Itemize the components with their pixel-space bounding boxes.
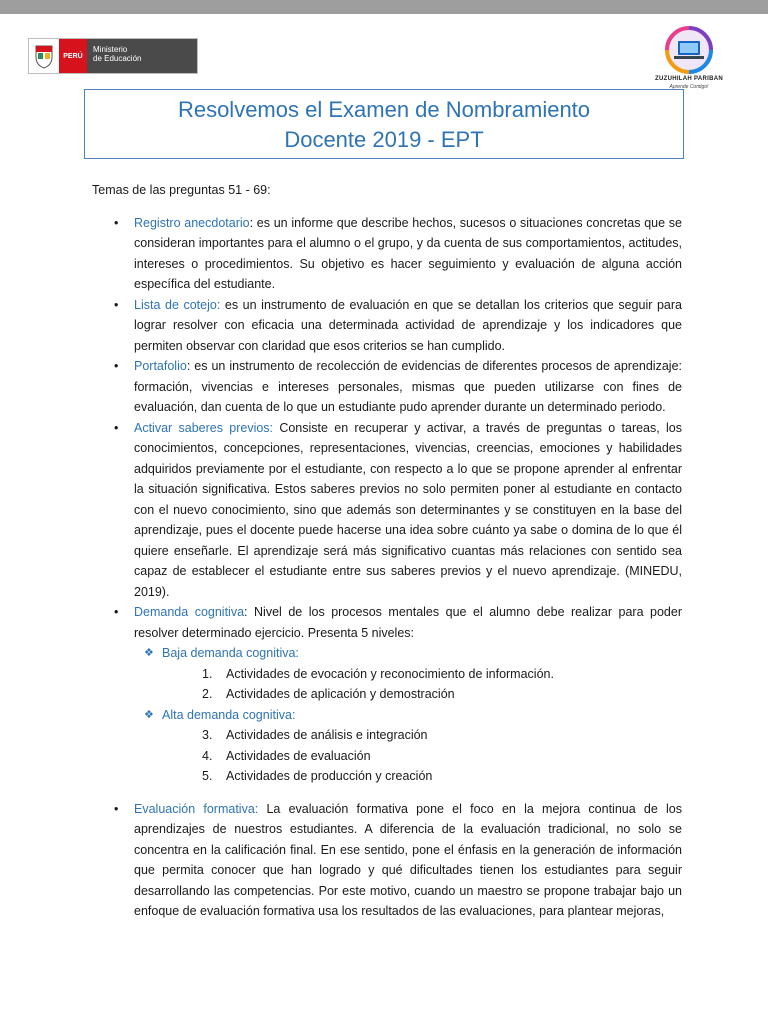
definition: Nivel de los procesos mentales que el alumno debe realizar para poder resolver determinado ejercicio. Presenta 5 niveles: [134,605,682,640]
numbered-item [92,766,682,787]
document-title [84,89,684,159]
term-separator: : [244,605,248,619]
bullet-icon: • [114,801,119,816]
sublist-heading-high [92,705,682,726]
term: Portafolio [134,359,187,373]
ministry-line1: Ministerio [93,45,128,54]
numbered-item [92,746,682,767]
item-number: 5. [202,769,213,783]
numbered-item [92,725,682,746]
ministry-name [87,39,197,73]
list-item [92,602,682,643]
item-text: Actividades de aplicación y demostración [226,687,455,701]
list-item [92,418,682,603]
list-item [92,213,682,295]
ministry-logo [28,38,198,74]
item-number: 2. [202,687,213,701]
low-demand-label: Baja demanda cognitiva: [162,646,299,660]
bullet-icon: • [114,359,119,373]
definition: La evaluación formativa pone el foco en la mejora continua de los aprendizajes de nuestros estudiantes. A diferencia de la evaluación tradicional, no solo se concentra en la calificación final. En ese sentido, pone el énfasis en la generación de información que permita conocer que han logrado y qué dificultades tienen los estudiantes para seguir desarrollando las competencias. Por este motivo, cuando un maestro se propone trabajar bajo un enfoque de evaluación formativa usa los resultados de las evaluaciones, para plantear mejoras, [134,801,682,918]
brand-tagline: Aprende Contigo! [669,84,709,90]
diamond-bullet-icon: ❖ [144,708,154,721]
item-text: Actividades de análisis e integración [226,728,428,742]
item-number: 3. [202,728,213,742]
bullet-icon: • [114,215,119,230]
peru-label: PERÚ [59,39,87,73]
bullet-icon: • [114,605,119,619]
intro-text: Temas de las preguntas 51 - 69: [92,183,271,197]
numbered-item [92,684,682,705]
bullet-icon: • [114,420,119,435]
bullet-icon: • [114,297,119,312]
definition: es un instrumento de evaluación en que se detallan los criterios que seguir para lograr resolver con eficacia una determinada actividad de aprendizaje y los indicadores que permiten observar con claridad que esos criterios se han cumplido. [134,297,682,353]
top-bar [0,0,768,14]
item-text: Actividades de producción y creación [226,769,433,783]
definition: es un informe que describe hechos, sucesos o situaciones concretas que se consideran importantes para el alumno o el grupo, y da cuenta de sus comportamientos, actitudes, intereses o procedimientos. Su objetivo es hacer seguimiento y evaluación de alguna acción específica del estudiante. [134,215,682,291]
definition: es un instrumento de recolección de evidencias de diferentes procesos de aprendizaje: formación, vivencias e intereses personales, mismas que pueden utilizarse con fines de evaluación, dan cuenta de lo que un estudiante pudo aprender durante un determinado periodo. [134,359,682,414]
spacer [92,787,682,799]
diamond-bullet-icon: ❖ [144,647,154,659]
ministry-line2: de Educación [93,54,142,63]
title-line-2: Docente 2019 - EPT [284,127,484,152]
item-text: Actividades de evocación y reconocimiento de información. [226,666,554,681]
term: Activar saberes previos: [134,420,274,435]
document-body [92,180,682,922]
term: Lista de cotejo: [134,297,221,312]
brand-name: ZUZUHILAH PARIBAN [655,76,723,82]
term: Evaluación formativa: [134,801,259,816]
term-separator: : [186,359,191,373]
sublist-heading-low [92,643,682,664]
list-item [92,799,682,922]
list-item [92,295,682,357]
term: Registro anecdotario [134,215,250,230]
definition: Consiste en recuperar y activar, a través de preguntas o tareas, los conocimientos, concepciones, representaciones, vivencias, creencias, emociones y habilidades adquiridos previamente por el estudiante, con respecto a lo que se propone aprender al enfrentar la situación significativa. Estos saberes previos no solo permiten poner al estudiante en contacto con el nuevo conocimiento, sino que además son determinantes y se constituyen en la base del aprendizaje, pues el docente puede hacerse una idea sobre cuánto ya sabe o domina de lo que él quiere enseñarle. El aprendizaje será más significativo cuantas más relaciones con sentido sea capaz de establecer el estudiante entre sus saberes previos y el nuevo aprendizaje. (MINEDU, 2019). [134,420,683,599]
term: Demanda cognitiva [134,605,245,619]
high-demand-label: Alta demanda cognitiva: [162,707,296,722]
item-text: Actividades de evaluación [226,748,371,763]
brand-emblem-icon [652,24,726,76]
list-item [92,356,682,418]
numbered-item [92,664,682,685]
item-number: 4. [202,748,213,763]
title-line-1: Resolvemos el Examen de Nombramiento [177,97,591,122]
brand-logo [652,24,726,94]
term-separator: : [249,215,254,230]
item-number: 1. [202,666,213,681]
coat-of-arms-icon [29,39,59,73]
